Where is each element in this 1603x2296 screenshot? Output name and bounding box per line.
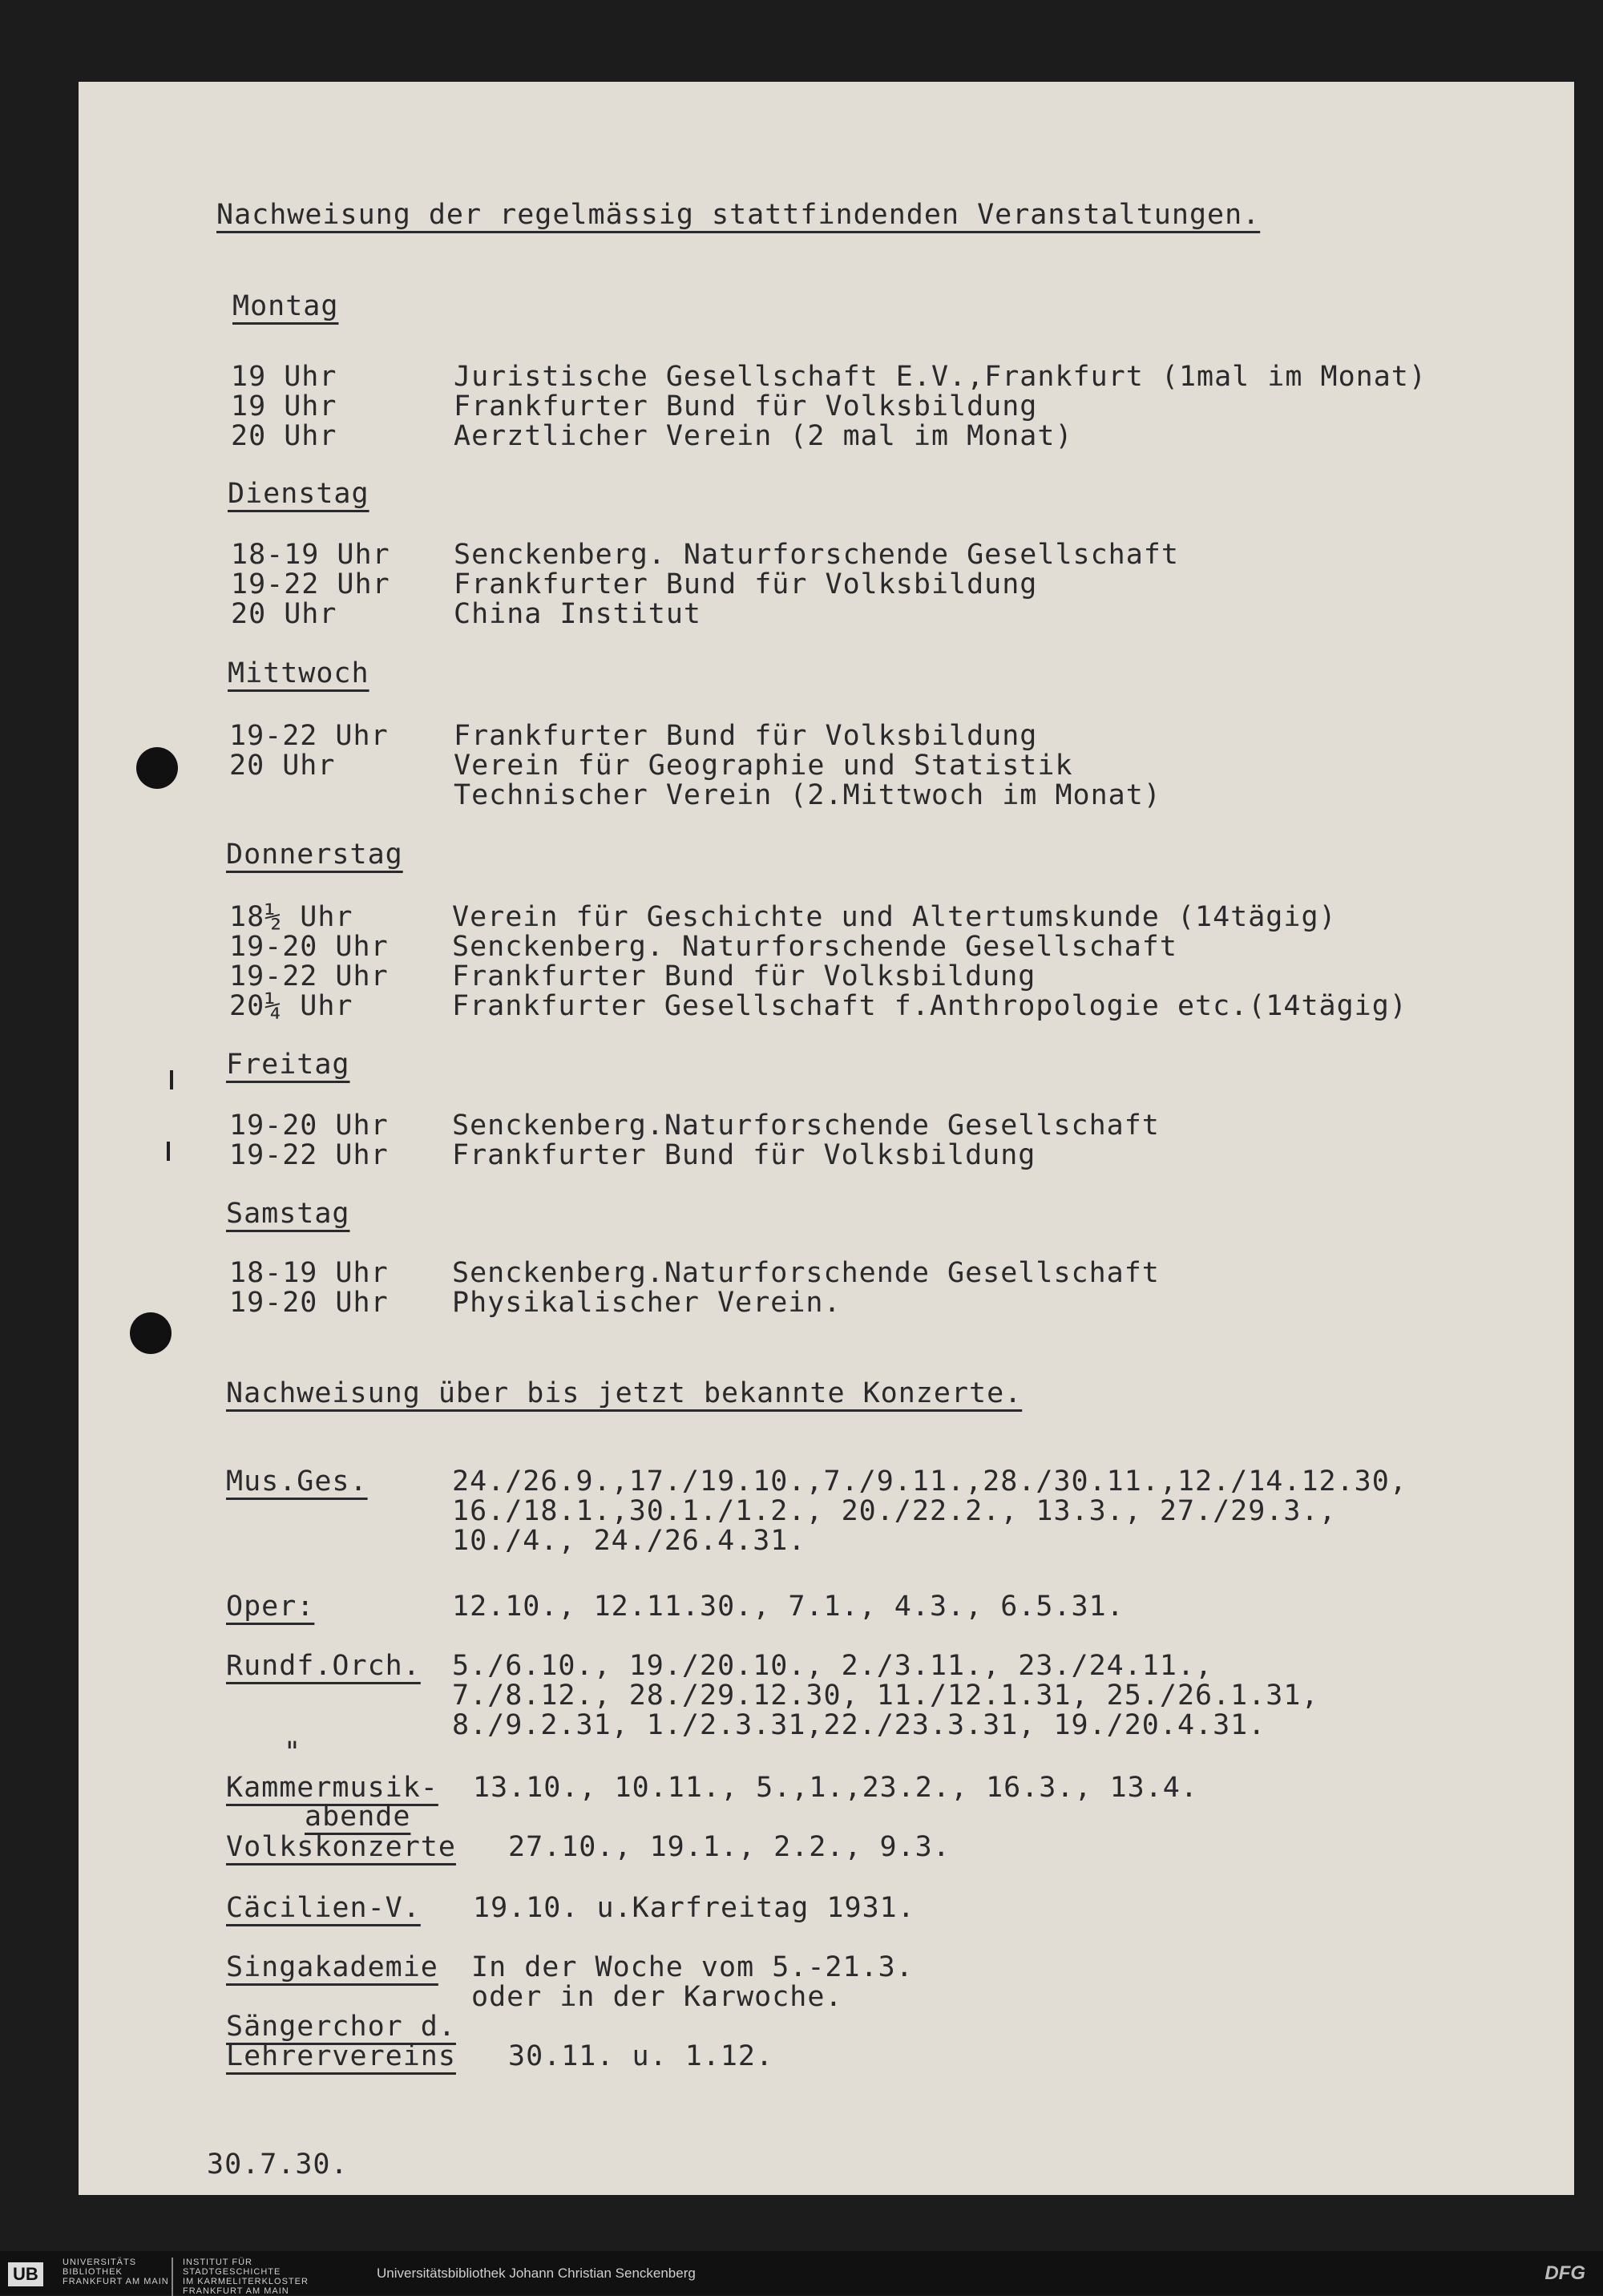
event-time: 19-22 Uhr bbox=[231, 568, 390, 600]
ditto-mark: " bbox=[284, 1736, 302, 1768]
concert-dates: 5./6.10., 19./20.10., 2./3.11., 23./24.11., bbox=[452, 1650, 1213, 1682]
event-text: Frankfurter Bund für Volksbildung bbox=[452, 1139, 1036, 1171]
event-time: 20 Uhr bbox=[229, 750, 336, 782]
punch-hole-bottom bbox=[130, 1312, 172, 1354]
concert-dates: 16./18.1.,30.1./1.2., 20./22.2., 13.3., 27./29.3., bbox=[452, 1495, 1337, 1527]
event-time: 19-22 Uhr bbox=[229, 720, 389, 752]
university-library-logo-text: UNIVERSITÄTS BIBLIOTHEK FRANKFURT AM MAIN bbox=[63, 2258, 169, 2286]
event-text: Frankfurter Bund für Volksbildung bbox=[454, 390, 1038, 422]
concert-dates: 12.10., 12.11.30., 7.1., 4.3., 6.5.31. bbox=[452, 1591, 1125, 1623]
event-text: Senckenberg.Naturforschende Gesellschaft bbox=[452, 1257, 1160, 1289]
document-date: 30.7.30. bbox=[207, 2148, 349, 2181]
concert-dates: oder in der Karwoche. bbox=[471, 1981, 843, 2013]
event-text: Verein für Geographie und Statistik bbox=[454, 750, 1073, 782]
concert-label-singakademie: Singakademie bbox=[226, 1951, 438, 1983]
event-text: Aerztlicher Verein (2 mal im Monat) bbox=[454, 420, 1073, 452]
event-text: Juristische Gesellschaft E.V.,Frankfurt (1mal im Monat) bbox=[454, 361, 1427, 393]
page-title: Nachweisung der regelmässig stattfindenden Veranstaltungen. bbox=[216, 199, 1261, 231]
event-time: 19-22 Uhr bbox=[229, 1139, 389, 1171]
concert-label-volkskonzerte: Volkskonzerte bbox=[226, 1831, 456, 1863]
event-time: 18½ Uhr bbox=[229, 901, 353, 933]
event-time: 19-20 Uhr bbox=[229, 1287, 389, 1319]
concert-dates: 30.11. u. 1.12. bbox=[508, 2040, 774, 2072]
concert-label-saengerchor: Sängerchor d. bbox=[226, 2011, 456, 2043]
dfg-logo[interactable]: DFG bbox=[1544, 2262, 1585, 2284]
day-heading-donnerstag: Donnerstag bbox=[226, 839, 403, 871]
punch-hole-top bbox=[136, 747, 178, 789]
event-time: 19-20 Uhr bbox=[229, 1110, 389, 1142]
event-text: Frankfurter Gesellschaft f.Anthropologie etc.(14tägig) bbox=[452, 990, 1407, 1022]
ub-logo[interactable]: UB bbox=[8, 2262, 43, 2286]
event-time: 19 Uhr bbox=[231, 390, 337, 422]
event-text: Physikalischer Verein. bbox=[452, 1287, 842, 1319]
concert-dates: 13.10., 10.11., 5.,1.,23.2., 16.3., 13.4. bbox=[473, 1772, 1198, 1804]
concert-dates: In der Woche vom 5.-21.3. bbox=[471, 1951, 914, 1983]
concert-dates: 24./26.9.,17./19.10.,7./9.11.,28./30.11.,12./14.12.30, bbox=[452, 1465, 1407, 1498]
concert-label-saengerchor-2: Lehrervereins bbox=[226, 2040, 456, 2072]
day-heading-montag: Montag bbox=[232, 290, 339, 322]
event-time: 19-20 Uhr bbox=[229, 931, 389, 963]
concert-dates: 10./4., 24./26.4.31. bbox=[452, 1525, 806, 1557]
event-time: 20 Uhr bbox=[231, 598, 337, 630]
event-time: 19 Uhr bbox=[231, 361, 337, 393]
concert-dates: 27.10., 19.1., 2.2., 9.3. bbox=[508, 1831, 951, 1863]
event-text: Verein für Geschichte und Altertumskunde (14tägig) bbox=[452, 901, 1337, 933]
event-time: 20 Uhr bbox=[231, 420, 337, 452]
event-text: Technischer Verein (2.Mittwoch im Monat) bbox=[454, 779, 1161, 811]
event-text: China Institut bbox=[454, 598, 702, 630]
margin-mark bbox=[170, 1070, 173, 1089]
viewer-footer bbox=[0, 2251, 1603, 2295]
margin-mark bbox=[167, 1142, 170, 1161]
event-text: Senckenberg. Naturforschende Gesellschaft bbox=[452, 931, 1177, 963]
concert-label-rundf-orch: Rundf.Orch. bbox=[226, 1650, 421, 1682]
concert-dates: 7./8.12., 28./29.12.30, 11./12.1.31, 25./26.1.31, bbox=[452, 1680, 1319, 1712]
day-heading-samstag: Samstag bbox=[226, 1198, 350, 1230]
concert-label-oper: Oper: bbox=[226, 1591, 315, 1623]
day-heading-freitag: Freitag bbox=[226, 1049, 350, 1081]
concert-label-kammermusik: Kammermusik- bbox=[226, 1772, 438, 1804]
event-time: 18-19 Uhr bbox=[229, 1257, 389, 1289]
event-time: 18-19 Uhr bbox=[231, 539, 390, 571]
library-name[interactable]: Universitätsbibliothek Johann Christian Senckenberg bbox=[377, 2266, 696, 2281]
day-heading-mittwoch: Mittwoch bbox=[228, 657, 369, 689]
event-text: Frankfurter Bund für Volksbildung bbox=[454, 720, 1038, 752]
event-time: 20¼ Uhr bbox=[229, 990, 353, 1022]
concert-label-caecilien: Cäcilien-V. bbox=[226, 1892, 421, 1924]
concerts-title: Nachweisung über bis jetzt bekannte Konzerte. bbox=[226, 1377, 1023, 1409]
concert-dates: 19.10. u.Karfreitag 1931. bbox=[473, 1892, 915, 1924]
event-time: 19-22 Uhr bbox=[229, 960, 389, 992]
day-heading-dienstag: Dienstag bbox=[228, 478, 369, 510]
concert-dates: 8./9.2.31, 1./2.3.31,22./23.3.31, 19./20.4.31. bbox=[452, 1709, 1266, 1741]
event-text: Senckenberg.Naturforschende Gesellschaft bbox=[452, 1110, 1160, 1142]
institute-logo-text: INSTITUT FÜR STADTGESCHICHTE IM KARMELITERKLOSTER FRANKFURT AM MAIN bbox=[172, 2258, 309, 2296]
event-text: Frankfurter Bund für Volksbildung bbox=[454, 568, 1038, 600]
event-text: Frankfurter Bund für Volksbildung bbox=[452, 960, 1036, 992]
event-text: Senckenberg. Naturforschende Gesellschaft bbox=[454, 539, 1179, 571]
concert-label-kammermusik-2: abende bbox=[305, 1801, 411, 1833]
concert-label-musges: Mus.Ges. bbox=[226, 1465, 368, 1498]
